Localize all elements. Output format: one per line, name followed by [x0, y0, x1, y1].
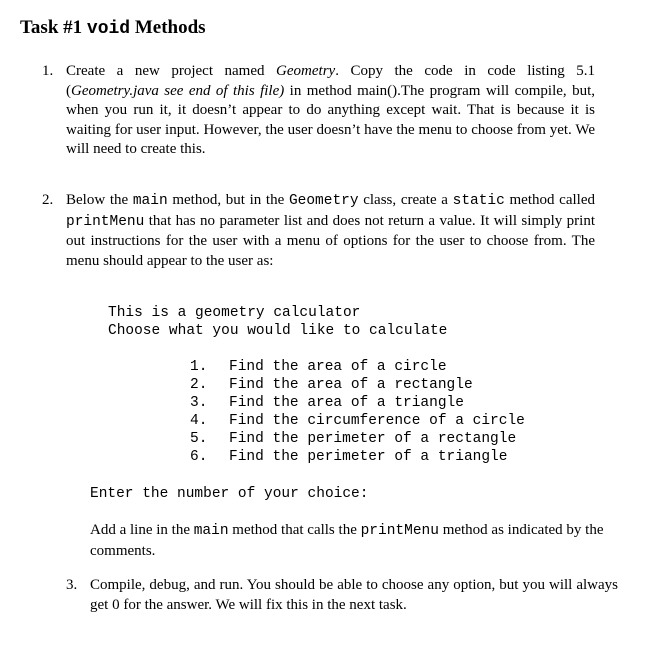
code-main: main	[132, 193, 168, 209]
menu-line-2: Choose what you would like to calculate	[108, 323, 448, 339]
item-1-number: 1.	[42, 63, 54, 79]
code-printmenu: printMenu	[66, 213, 145, 230]
menu-option-number: 4.	[190, 413, 208, 429]
menu-option-text: Find the perimeter of a triangle	[229, 449, 508, 465]
item-3-number: 3.	[66, 577, 78, 593]
menu-prompt: Enter the number of your choice:	[90, 486, 369, 502]
menu-option-number: 2.	[190, 377, 208, 393]
menu-option-number: 5.	[190, 431, 208, 447]
add-line-text: Add a line in the main method that calls the printMenu method as indicated by the comments.	[90, 522, 604, 559]
menu-option-text: Find the area of a triangle	[229, 395, 464, 411]
project-name: Geometry	[276, 63, 336, 79]
item-3-text: Compile, debug, and run. You should be able to choose any option, but you will always get 0 for the answer. We will fix this in the next task.	[90, 577, 618, 613]
code-main-2: main	[193, 523, 229, 539]
menu-option-text: Find the area of a rectangle	[229, 377, 473, 393]
menu-option-number: 3.	[190, 395, 208, 411]
code-printmenu-2: printMenu	[360, 523, 439, 539]
code-static: static	[452, 193, 505, 209]
menu-option-number: 6.	[190, 449, 208, 465]
page-title: Task #1 void Methods	[20, 17, 206, 39]
item-1-text: Create a new project named Geometry. Copy the code in code listing 5.1 (Geometry.java see end of this file) in method main().The program will compile, but, when you run it, it doesn’t appear to do anything except wait. That is because it is waiting for user input. However, the user doesn’t have the menu to choose from yet. We will need to create this.	[66, 63, 596, 157]
menu-option-number: 1.	[190, 359, 208, 375]
item-2-text: Below the main method, but in the Geometry class, create a static method called printMenu that has no parameter list and does not return a value. It will simply print out instructions for the user with a menu of options for the user to choose from. The menu should appear to the user as:	[66, 192, 595, 269]
code-geometry: Geometry	[288, 193, 359, 209]
menu-line-1: This is a geometry calculator	[108, 305, 361, 321]
menu-option-text: Find the area of a circle	[229, 359, 447, 375]
title-code: void	[86, 19, 131, 39]
menu-option-text: Find the perimeter of a rectangle	[229, 431, 517, 447]
menu-option-text: Find the circumference of a circle	[229, 413, 525, 429]
item-2-number: 2.	[42, 192, 54, 208]
file-note: Geometry.java see end of this file)	[71, 82, 285, 99]
